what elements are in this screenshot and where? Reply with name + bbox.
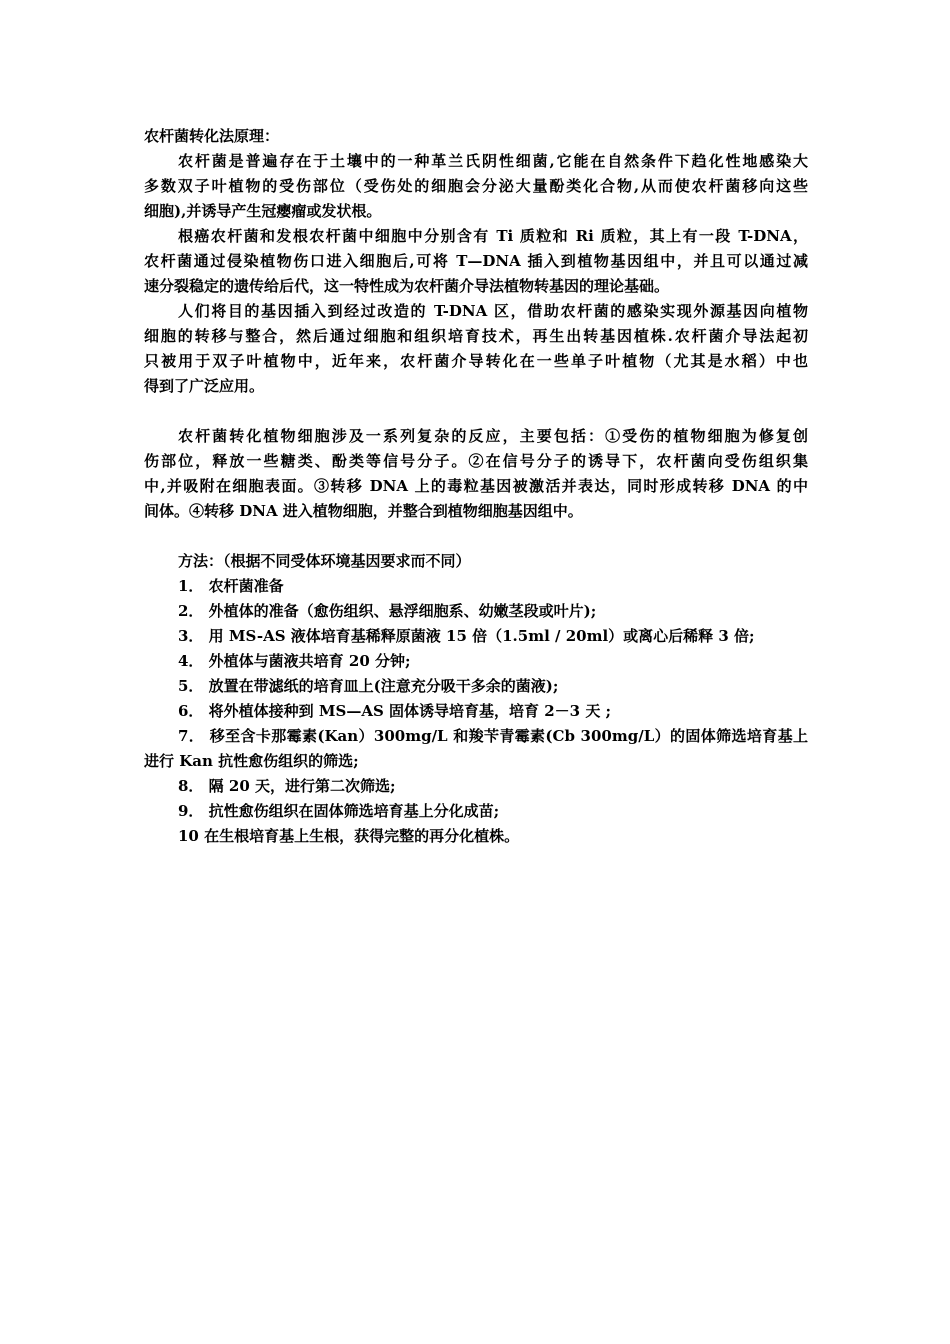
paragraph-line: 根癌农杆菌和发根农杆菌中细胞中分别含有 Ti 质粒和 Ri 质粒，其上有一段 T-DNA， [178,227,808,245]
blank-line [144,399,808,424]
paragraph-line: 得到了广泛应用。 [144,377,265,395]
paragraph-line: 中,并吸附在细胞表面。③转移 DNA 上的毒粒基因被激活并表达，同时形成转移 DNA 的中 [144,477,808,495]
paragraph-line: 人们将目的基因插入到经过改造的 T-DNA 区，借助农杆菌的感染实现外源基因向植物 [178,302,808,320]
paragraph-3 [144,299,808,399]
method-step: 3． 用 MS-AS 液体培育基稀释原菌液 15 倍（1.5ml / 20ml）或离心后稀释 3 倍; [178,627,755,645]
method-step: 1． 农杆菌准备 [178,577,284,595]
paragraph-line: 只被用于双子叶植物中，近年来，农杆菌介导转化在一些单子叶植物（尤其是水稻）中也 [144,352,808,370]
paragraph-line: 多数双子叶植物的受伤部位（受伤处的细胞会分泌大量酚类化合物,从而使农杆菌移向这些 [144,177,808,195]
method-heading: 方法：（根据不同受体环境基因要求而不同） [178,552,471,570]
paragraph-line: 间体。④转移 DNA 进入植物细胞，并整合到植物细胞基因组中。 [144,502,583,520]
paragraph-line: 农杆菌是普遍存在于土壤中的一种革兰氏阴性细菌,它能在自然条件下趋化性地感染大 [178,152,808,170]
method-step-line: 7． 移至含卡那霉素(Kan）300mg/L 和羧苄青霉素(Cb 300mg/L）的固体筛选培育基上 [178,727,808,745]
method-step-line: 进行 Kan 抗性愈伤组织的筛选; [144,752,359,770]
method-step: 6． 将外植体接种到 MS—AS 固体诱导培育基，培育 2－3 天 ; [178,702,612,720]
paragraph-line: 速分裂稳定的遗传给后代，这一特性成为农杆菌介导法植物转基因的理论基础。 [144,277,670,295]
method-step: 10 在生根培育基上生根，获得完整的再分化植株。 [178,827,520,845]
method-step-7 [144,724,808,774]
paragraph-line: 伤部位，释放一些糖类、酚类等信号分子。②在信号分子的诱导下，农杆菌向受伤组织集 [144,452,808,470]
paragraph-4 [144,424,808,524]
document-title: 农杆菌转化法原理： [144,127,280,145]
method-step: 9． 抗性愈伤组织在固体筛选培育基上分化成苗; [178,802,500,820]
method-section [144,549,808,849]
blank-line [144,524,808,549]
paragraph-2 [144,224,808,299]
method-step: 8． 隔 20 天，进行第二次筛选; [178,777,396,795]
paragraph-line: 细胞),并诱导产生冠瘿瘤或发状根。 [144,202,382,220]
method-step: 4． 外植体与菌液共培育 20 分钟; [178,652,411,670]
paragraph-1 [144,149,808,224]
paragraph-line: 细胞的转移与整合，然后通过细胞和组织培育技术，再生出转基因植株.农杆菌介导法起初 [144,327,808,345]
paragraph-line: 农杆菌转化植物细胞涉及一系列复杂的反应，主要包括：①受伤的植物细胞为修复创 [178,427,808,445]
method-step: 5． 放置在带滤纸的培育皿上(注意充分吸干多余的菌液); [178,677,559,695]
document-page [144,124,808,849]
paragraph-line: 农杆菌通过侵染植物伤口进入细胞后,可将 T—DNA 插入到植物基因组中，并且可以通过减 [144,252,808,270]
method-step: 2． 外植体的准备（愈伤组织、悬浮细胞系、幼嫩茎段或叶片); [178,602,597,620]
